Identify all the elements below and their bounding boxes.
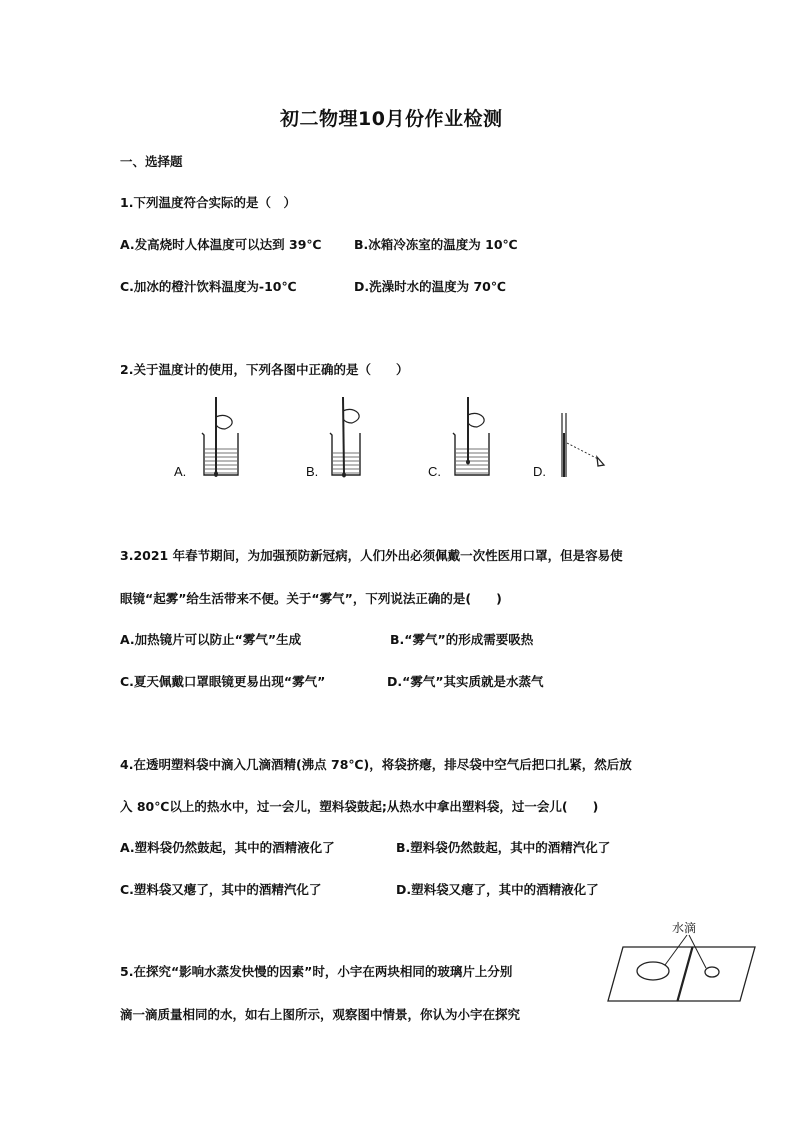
- q2-label-a: A.: [174, 464, 187, 479]
- q5-stem-line2: 滴一滴质量相同的水，如右上图所示，观察图中情景，你认为小宇在探究: [120, 1007, 521, 1022]
- q3-option-a: A.加热镜片可以防止“雾气”生成: [120, 632, 302, 647]
- q4-option-b: B.塑料袋仍然鼓起，其中的酒精汽化了: [396, 840, 611, 855]
- q1-stem: 1.下列温度符合实际的是（ ）: [120, 195, 296, 210]
- q1-option-d: D.洗澡时水的温度为 70℃: [354, 279, 507, 294]
- q4-option-d: D.塑料袋又瘪了，其中的酒精液化了: [396, 882, 599, 897]
- thermometer-reading-figure-d: [552, 405, 614, 480]
- q3-option-d: D.“雾气”其实质就是水蒸气: [387, 674, 544, 689]
- q1-option-b: B.冰箱冷冻室的温度为 10℃: [354, 237, 518, 252]
- q3-option-b: B.“雾气”的形成需要吸热: [390, 632, 534, 647]
- q4-stem-line1: 4.在透明塑料袋中滴入几滴酒精(沸点 78℃)，将袋挤瘪，排尽袋中空气后把口扎紧，然后放: [120, 757, 632, 772]
- q5-stem-line1: 5.在探究“影响水蒸发快慢的因素”时，小宇在两块相同的玻璃片上分别: [120, 964, 513, 979]
- q1-option-a: A.发高烧时人体温度可以达到 39℃: [120, 237, 322, 252]
- q2-label-d: D.: [533, 464, 546, 479]
- section-heading: 一、选择题: [120, 154, 183, 169]
- page-title: 初二物理10月份作业检测: [280, 108, 503, 130]
- q2-label-b: B.: [306, 464, 319, 479]
- thermometer-beaker-figure-b: [326, 395, 366, 480]
- q2-stem: 2.关于温度计的使用，下列各图中正确的是（ ）: [120, 362, 409, 377]
- q1-option-c: C.加冰的橙汁饮料温度为-10℃: [120, 279, 297, 294]
- thermometer-beaker-figure-a: [195, 395, 245, 480]
- q3-stem-line2: 眼镜“起雾”给生活带来不便。关于“雾气”，下列说法正确的是( ): [120, 591, 502, 606]
- q3-option-c: C.夏天佩戴口罩眼镜更易出现“雾气”: [120, 674, 326, 689]
- q4-option-c: C.塑料袋又瘪了，其中的酒精汽化了: [120, 882, 322, 897]
- q4-stem-line2: 入 80℃以上的热水中，过一会儿，塑料袋鼓起;从热水中拿出塑料袋，过一会儿( ): [120, 799, 599, 814]
- q3-stem-line1: 3.2021 年春节期间，为加强预防新冠病，人们外出必须佩戴一次性医用口罩，但是容易使: [120, 548, 623, 563]
- q2-label-c: C.: [428, 464, 441, 479]
- thermometer-beaker-figure-c: [448, 395, 498, 480]
- glass-plates-figure: [605, 935, 760, 1007]
- q5-figure-label: 水滴: [672, 921, 697, 935]
- q4-option-a: A.塑料袋仍然鼓起，其中的酒精液化了: [120, 840, 335, 855]
